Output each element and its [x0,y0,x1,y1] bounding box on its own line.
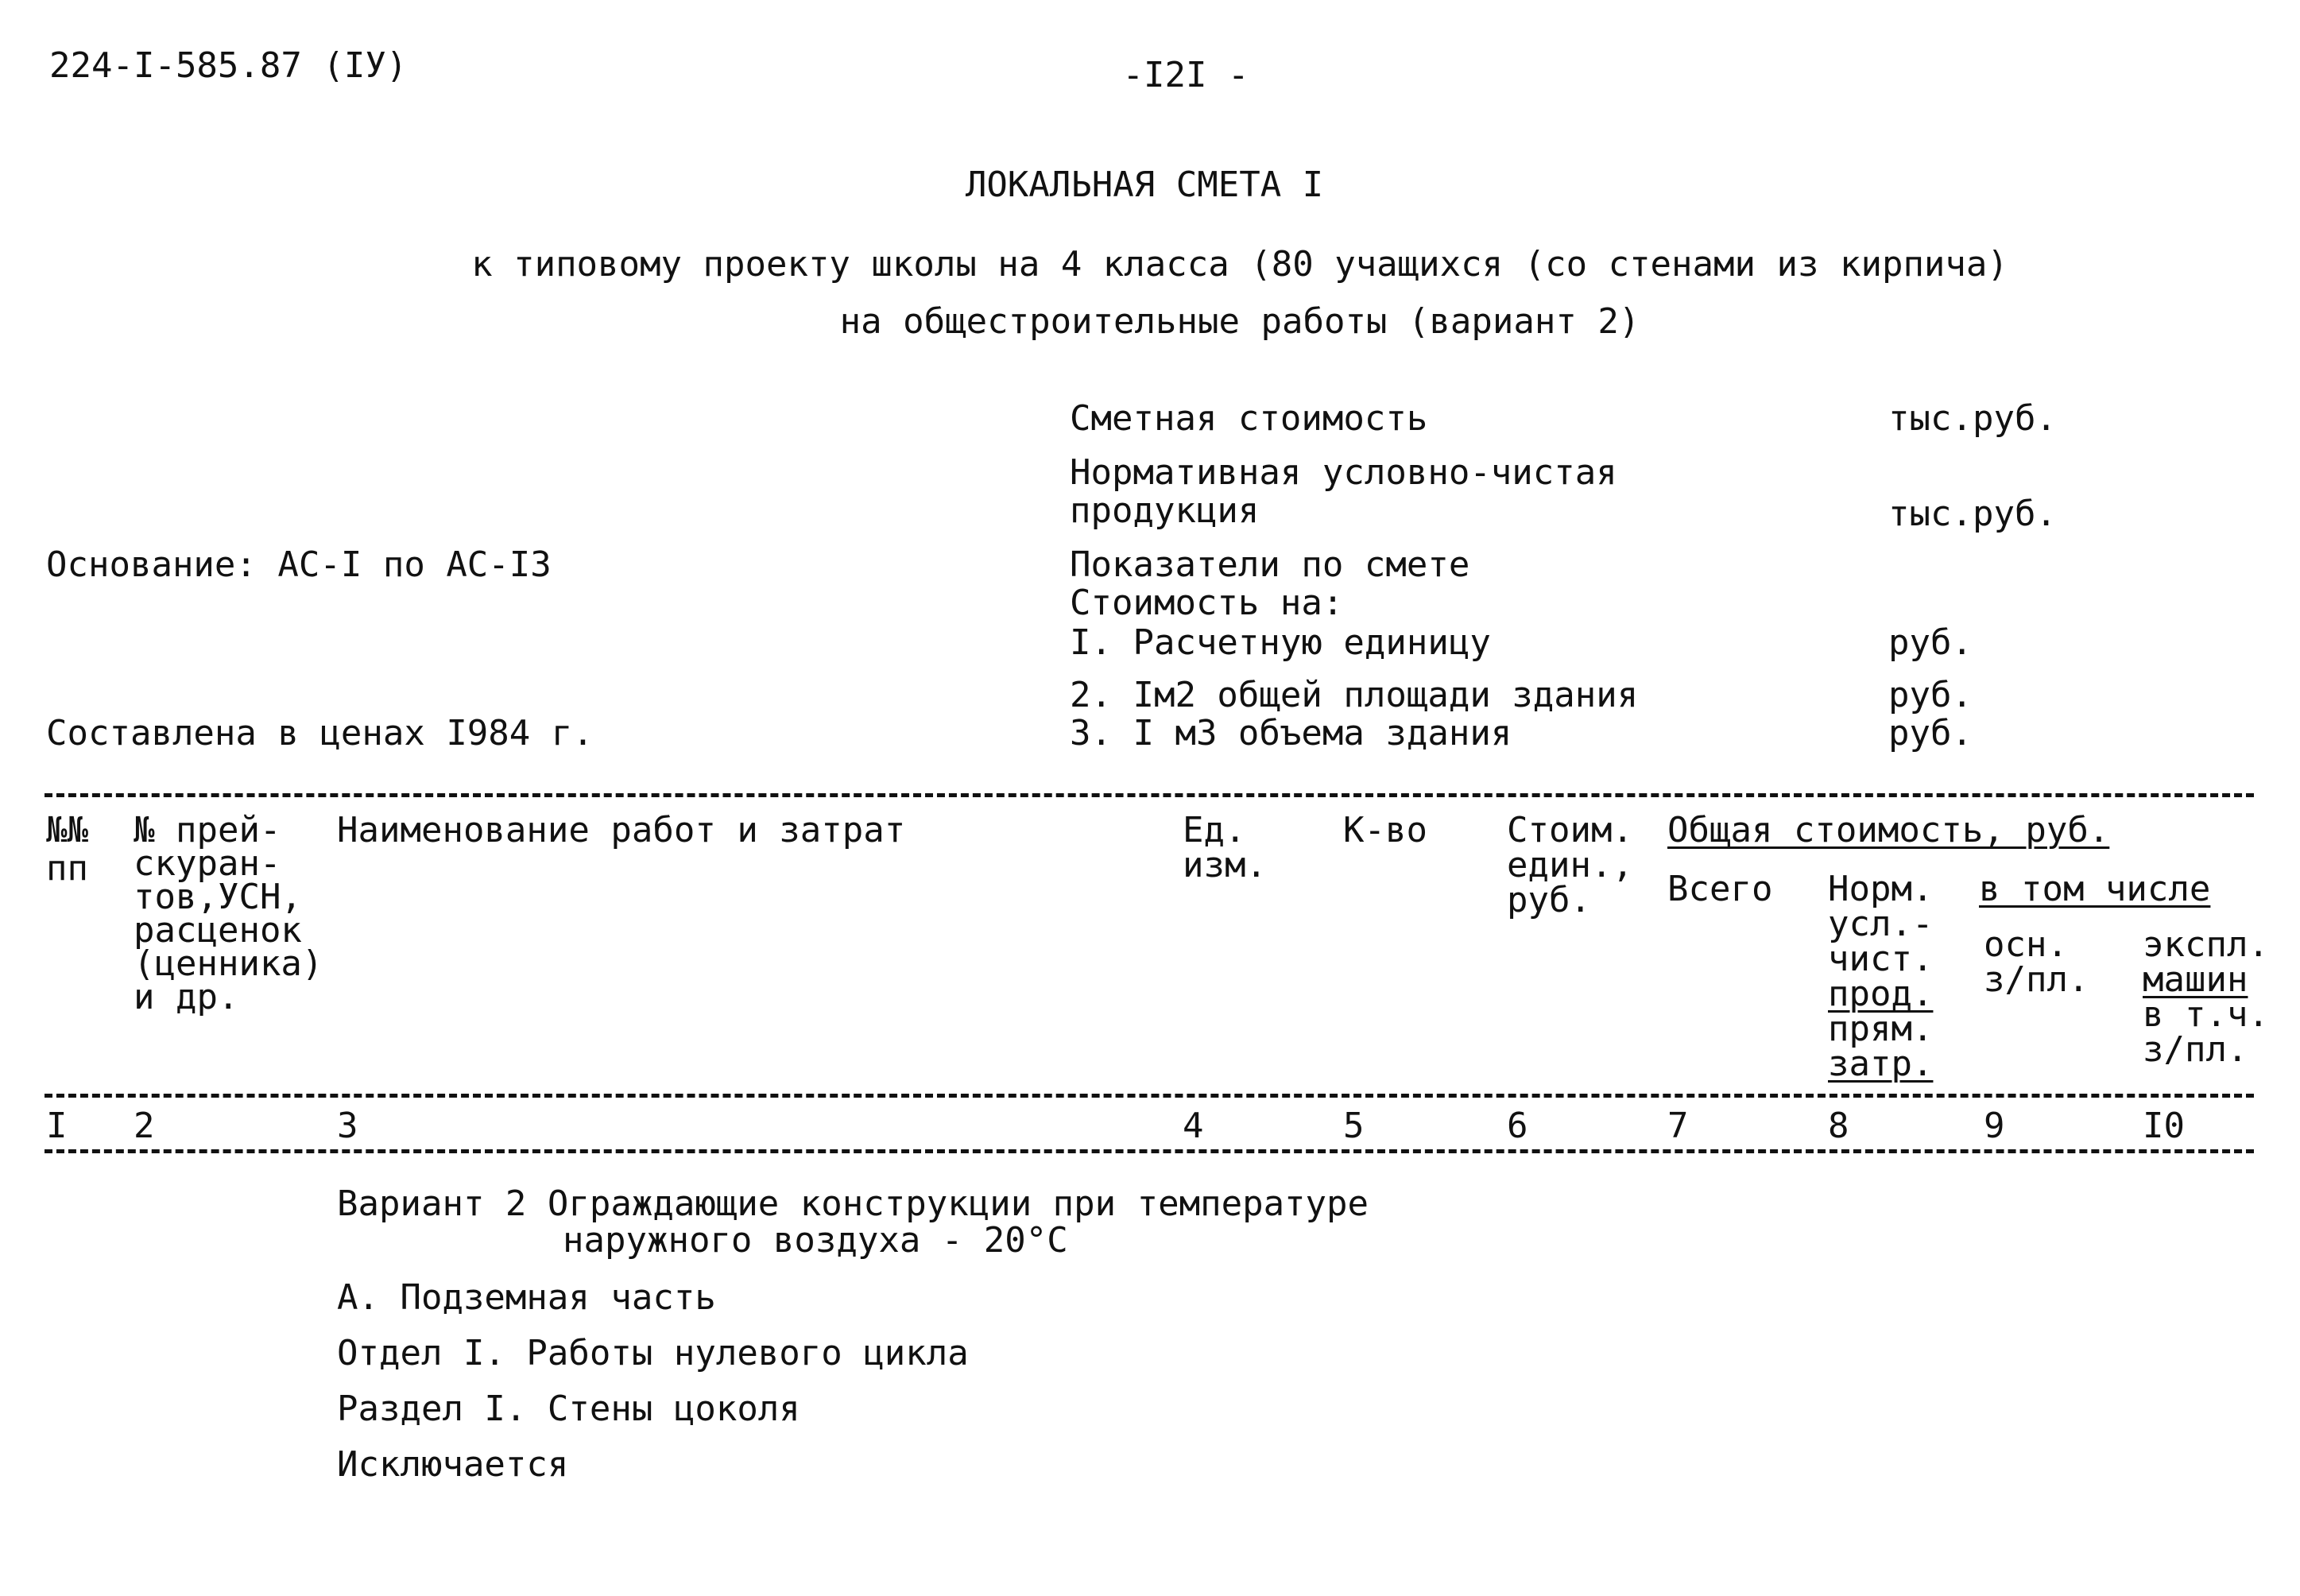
col7-header: Всего [1667,869,1773,909]
indicator-item-1: I. Расчетную единицу [1070,622,1491,663]
col2-header-line-4: расценок [134,910,302,951]
col8-header-line-1: Норм. [1828,869,1934,909]
col1-header-line-2: пп [46,848,88,889]
variant-line-2: наружного воздуха - 20°С [563,1220,1068,1261]
col3-header: Наименование работ и затрат [337,810,906,850]
col6-header-line-3: руб. [1507,880,1591,920]
column-number: 6 [1507,1106,1528,1146]
table-header-rule [45,1094,2254,1098]
indicator-item-3: 3. I м3 объема здания [1070,713,1512,753]
excluded-note: Исключается [337,1444,569,1485]
col4-header-line-2: изм. [1183,845,1267,885]
page-number: -I2I - [1122,55,1249,95]
basis-text: Основание: АС-I по АС-I3 [46,544,552,585]
indicator-item-2: 2. Iм2 общей площади здания [1070,675,1639,715]
col8-header-line-3: чист. [1828,939,1934,979]
department-heading: Отдел I. Работы нулевого цикла [337,1333,969,1373]
column-number: 3 [337,1106,358,1146]
column-number: 2 [134,1106,155,1146]
including-header: в том числе [1979,869,2211,909]
compiled-prices-text: Составлена в ценах I984 г. [46,713,594,753]
normative-label-line-1: Нормативная условно-чистая [1070,452,1617,493]
col6-header-line-2: един., [1507,845,1633,885]
normative-label-line-2: продукция [1070,490,1260,531]
col10-header-line-4: з/пл. [2143,1029,2248,1070]
table-top-rule [45,793,2254,797]
col8-header-line-2: усл.- [1828,904,1934,944]
col2-header-line-2: скуран- [134,843,281,884]
column-number: I [46,1106,68,1146]
part-heading: А. Подземная часть [337,1277,716,1318]
indicator-item-2-unit: руб. [1888,675,1973,715]
page-title: ЛОКАЛЬНАЯ СМЕТА I [965,165,1324,205]
subtitle-line-2: на общестроительные работы (вариант 2) [839,301,1640,342]
col10-header-line-3: в т.ч. [2143,994,2269,1035]
normative-unit: тыс.руб. [1888,494,2057,534]
col4-header-line-1: Ед. [1183,810,1246,850]
col9-header-line-1: осн. [1984,924,2068,965]
col1-header-line-1: №№ [46,810,88,850]
col2-header-line-1: № прей- [134,810,281,850]
cost-on-label: Стоимость на: [1070,583,1344,623]
col2-header-line-6: и др. [134,977,239,1017]
col6-header-line-1: Стоим. [1507,810,1633,850]
col10-header-line-1: экспл. [2143,924,2269,965]
column-number: I0 [2143,1106,2185,1146]
column-numbers-rule [45,1149,2254,1153]
col10-header-line-2: машин [2143,959,2248,1000]
indicator-item-1-unit: руб. [1888,622,1973,663]
indicator-item-3-unit: руб. [1888,713,1973,753]
estimated-cost-unit: тыс.руб. [1888,398,2057,439]
col8-header-line-6: затр. [1828,1044,1934,1084]
estimated-cost-label: Сметная стоимость [1070,398,1428,439]
variant-line-1: Вариант 2 Ограждающие конструкции при температуре [337,1183,1369,1224]
col2-header-line-5: (ценника) [134,943,323,984]
col8-header-line-4: прод. [1828,974,1934,1014]
column-number: 5 [1343,1106,1365,1146]
indicators-label: Показатели по смете [1070,544,1470,585]
column-number: 7 [1667,1106,1689,1146]
col2-header-line-3: тов,УСН, [134,877,302,917]
col5-header: К-во [1343,810,1427,850]
section-heading: Раздел I. Стены цоколя [337,1389,800,1429]
column-number: 8 [1828,1106,1849,1146]
col9-header-line-2: з/пл. [1984,959,2089,1000]
column-number: 4 [1183,1106,1204,1146]
document-code: 224-I-585.87 (IУ) [49,45,408,86]
col8-header-line-5: прям. [1828,1009,1934,1049]
subtitle-line-1: к типовому проекту школы на 4 класса (80 учащихся (со стенами из кирпича) [471,244,2008,285]
column-number: 9 [1984,1106,2005,1146]
total-cost-header: Общая стоимость, руб. [1667,810,2110,850]
